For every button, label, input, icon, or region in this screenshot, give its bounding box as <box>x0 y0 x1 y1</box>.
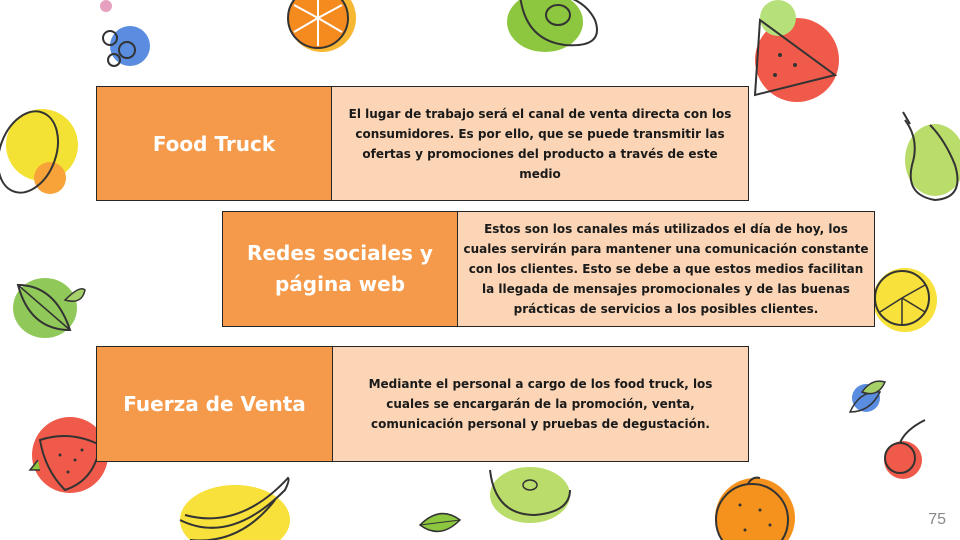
cherry-icon <box>884 420 925 479</box>
leaf-icon <box>13 278 85 338</box>
lemon-icon <box>0 103 78 201</box>
channel-description: El lugar de trabajo será el canal de venta directa con los consumidores. Es por ello, que se puede transmitir las ofertas y promociones del producto a través de este medio <box>332 87 748 200</box>
blueberry-icon <box>100 0 150 66</box>
apple-icon <box>490 467 570 523</box>
orange-icon <box>715 478 795 540</box>
channel-row-redes-sociales <box>222 211 875 327</box>
banana-icon <box>180 478 290 540</box>
orange-icon <box>288 0 356 52</box>
channel-description: Estos son los canales más utilizados el día de hoy, los cuales servirán para mantener una comunicación constante con los clientes. Esto se debe a que estos medios facilitan la llegada de mensajes promocionales y de las buenas prácticas de servicios a los posibles clientes. <box>458 212 874 326</box>
orange-slice-icon <box>873 268 937 332</box>
page-number: 75 <box>928 511 946 528</box>
pear-icon <box>903 112 960 200</box>
channel-row-food-truck <box>96 86 749 201</box>
channel-description: Mediante el personal a cargo de los food truck, los cuales se encargarán de la promoción, venta, comunicación personal y pruebas de degustación. <box>333 347 748 461</box>
avocado-icon <box>507 0 597 52</box>
channel-label: Fuerza de Venta <box>97 347 333 461</box>
channel-label: Food Truck <box>97 87 332 200</box>
watermelon-icon <box>755 0 839 102</box>
channel-row-fuerza-de-venta <box>96 346 749 462</box>
leaf-icon <box>420 514 460 532</box>
channel-label: Redes sociales y página web <box>223 212 458 326</box>
leaf-icon <box>850 381 885 412</box>
